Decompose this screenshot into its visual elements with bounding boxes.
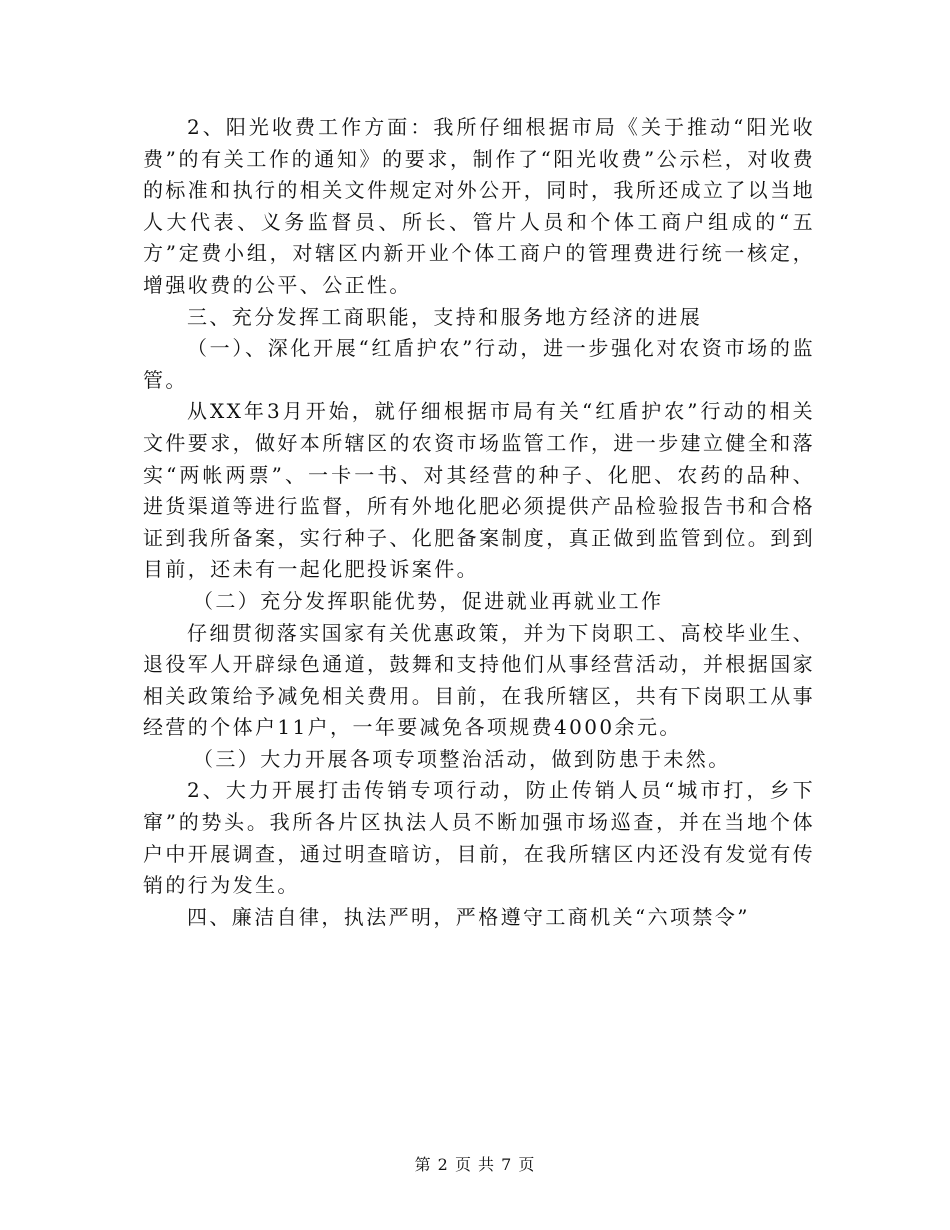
page-number-footer: 第 2 页 共 7 页	[414, 1155, 536, 1174]
paragraph-agricultural-market: 从XX年3月开始，就仔细根据市局有关“红盾护农”行动的相关文件要求，做好本所辖区的农资市场监管工作，进一步建立健全和落实“两帐两票”、一卡一书、对其经营的种子、化肥、农药的品种、进货渠道等进行监督，所有外地化肥必须提供产品检验报告书和合格证到我所备案，实行种子、化肥备案制度，真正做到监管到位。到到目前，还未有一起化肥投诉案件。	[143, 399, 815, 582]
heading-section-four: 四、廉洁自律，执法严明，严格遵守工商机关“六项禁令”	[187, 904, 750, 929]
paragraph-sunshine-fees: 2、阳光收费工作方面：我所仔细根据市局《关于推动“阳光收费”的有关工作的通知》的要求，制作了“阳光收费”公示栏，对收费的标准和执行的相关文件规定对外公开，同时，我所还成立了以当地人大代表、义务监督员、所长、管片人员和个体工商户组成的“五方”定费小组，对辖区内新开业个体工商户的管理费进行统一核定，增强收费的公平、公正性。	[143, 115, 815, 297]
paragraph-employment: 仔细贯彻落实国家有关优惠政策，并为下岗职工、高校毕业生、退役军人开辟绿色通道，鼓舞和支持他们从事经营活动，并根据国家相关政策给予减免相关费用。目前，在我所辖区，共有下岗职工从事经营的个体户11户，一年要减免各项规费4000余元。	[143, 620, 815, 740]
heading-subsection-one: （一）、深化开展“红盾护农”行动，进一步强化对农资市场的监管。	[143, 336, 815, 392]
heading-subsection-three: （三）大力开展各项专项整治活动，做到防患于未然。	[193, 746, 731, 771]
paragraph-anti-pyramid-selling: 2、大力开展打击传销专项行动，防止传销人员“城市打，乡下窜”的势头。我所各片区执法人员不断加强市场巡查，并在当地个体户中开展调查，通过明查暗访，目前，在我所辖区内还没有发觉有传销的行为发生。	[143, 778, 815, 898]
document-body	[143, 112, 815, 933]
heading-section-three: 三、充分发挥工商职能，支持和服务地方经济的进展	[187, 304, 703, 329]
heading-subsection-two: （二）充分发挥职能优势，促进就业再就业工作	[193, 588, 664, 613]
